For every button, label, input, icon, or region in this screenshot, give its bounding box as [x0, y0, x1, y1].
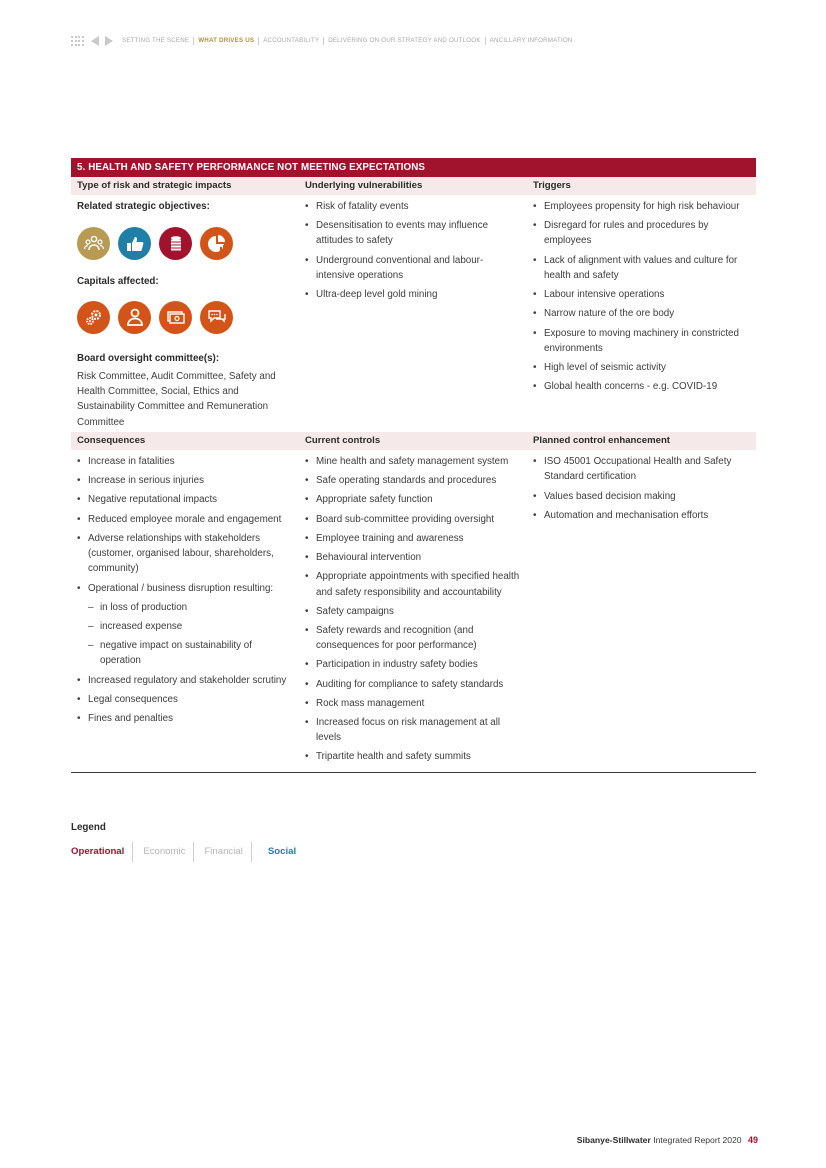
- list-item: • Board sub-committee providing oversight: [305, 512, 521, 527]
- list-item: • Risk of fatality events: [305, 199, 521, 214]
- list-item: • Increased focus on risk management at all levels: [305, 715, 521, 746]
- risk-impacts-cell: [71, 195, 299, 432]
- list-item: • Auditing for compliance to safety standards: [305, 677, 521, 692]
- vulnerabilities-cell: [299, 195, 527, 432]
- list-item: • Increased regulatory and stakeholder scrutiny: [77, 673, 293, 688]
- thumbs-up-icon: [118, 227, 151, 260]
- table-header-top: [71, 177, 756, 195]
- triggers-list: [533, 199, 750, 395]
- legend-operational: Operational: [71, 846, 125, 857]
- arrow-right-icon[interactable]: [105, 36, 113, 46]
- people-group-icon: [77, 227, 110, 260]
- list-item: • Employees propensity for high risk behaviour: [533, 199, 750, 214]
- controls-list: [305, 454, 521, 765]
- list-item: • Disregard for rules and procedures by employees: [533, 218, 750, 249]
- list-item: • Appropriate appointments with specified health and safety responsibility and accountability: [305, 569, 521, 600]
- header-current-controls: Current controls: [305, 435, 381, 447]
- page-number: 49: [747, 1135, 758, 1145]
- legend-divider: [132, 842, 133, 862]
- header-triggers: Triggers: [533, 180, 571, 191]
- list-item: • Safety campaigns: [305, 604, 521, 619]
- table-row-top: [71, 195, 756, 432]
- list-item: • Ultra-deep level gold mining: [305, 287, 521, 302]
- capitals-icons: [77, 301, 293, 334]
- footer-brand: Sibanye-Stillwater: [576, 1135, 651, 1145]
- list-item: – increased expense: [77, 619, 293, 634]
- list-item: • Legal consequences: [77, 692, 293, 707]
- person-icon: [118, 301, 151, 334]
- list-item: – negative impact on sustainability of operation: [77, 638, 293, 669]
- coins-icon: [159, 227, 192, 260]
- list-item: • Rock mass management: [305, 696, 521, 711]
- header-risk-type: Type of risk and strategic impacts: [77, 180, 232, 191]
- legend-title: Legend: [71, 822, 106, 833]
- legend: [71, 822, 296, 862]
- list-item: • Participation in industry safety bodies: [305, 657, 521, 672]
- enhancements-list: [533, 454, 750, 523]
- triggers-cell: [527, 195, 756, 432]
- strategic-objectives-label: Related strategic objectives:: [77, 201, 210, 212]
- list-item: • Increase in fatalities: [77, 454, 293, 469]
- enhancements-cell: [527, 450, 756, 771]
- legend-divider: [251, 842, 252, 862]
- list-item: • High level of seismic activity: [533, 360, 750, 375]
- list-item: • ISO 45001 Occupational Health and Safety Standard certification: [533, 454, 750, 485]
- page-footer: [577, 1135, 758, 1145]
- speech-bubbles-icon: [200, 301, 233, 334]
- list-item: • Automation and mechanisation efforts: [533, 508, 750, 523]
- legend-financial: Financial: [204, 846, 243, 857]
- consequences-list: [77, 454, 293, 726]
- capitals-affected-label: Capitals affected:: [77, 276, 159, 288]
- list-item: • Values based decision making: [533, 489, 750, 504]
- section-nav: [122, 37, 577, 45]
- arrow-left-icon[interactable]: [91, 36, 99, 46]
- nav-item-what-drives-us[interactable]: WHAT DRIVES US: [193, 37, 258, 45]
- list-item: • Exposure to moving machinery in constricted environments: [533, 326, 750, 357]
- list-item: – in loss of production: [77, 600, 293, 615]
- strategic-objectives-icons: [77, 227, 293, 260]
- list-item: • Narrow nature of the ore body: [533, 306, 750, 321]
- consequences-cell: [71, 450, 299, 771]
- list-item: • Underground conventional and labour-intensive operations: [305, 253, 521, 284]
- legend-economic: Economic: [143, 846, 186, 857]
- list-item: • Appropriate safety function: [305, 492, 521, 507]
- legend-divider: [193, 842, 194, 862]
- banknotes-icon: [159, 301, 192, 334]
- risk-table: [71, 158, 756, 773]
- controls-cell: [299, 450, 527, 771]
- legend-social: Social: [267, 846, 297, 857]
- top-navigation: [71, 34, 577, 48]
- nav-item-ancillary-information[interactable]: ANCILLARY INFORMATION: [485, 37, 577, 45]
- pie-chart-icon: [200, 227, 233, 260]
- nav-item-setting-the-scene[interactable]: SETTING THE SCENE: [122, 37, 190, 44]
- vulnerabilities-list: [305, 199, 521, 302]
- gears-icon: [77, 301, 110, 334]
- footer-report-title: Integrated Report 2020: [653, 1135, 742, 1145]
- nav-item-accountability[interactable]: ACCOUNTABILITY: [258, 37, 323, 45]
- list-item: • Safe operating standards and procedures: [305, 473, 521, 488]
- board-oversight-label: Board oversight committee(s):: [77, 352, 220, 364]
- list-item: • Employee training and awareness: [305, 531, 521, 546]
- list-item: • Negative reputational impacts: [77, 492, 293, 507]
- header-vulnerabilities: Underlying vulnerabilities: [305, 180, 423, 191]
- list-item: • Safety rewards and recognition (and consequences for poor performance): [305, 623, 521, 654]
- board-oversight-text: Risk Committee, Audit Committee, Safety and Health Committee, Social, Ethics and Sustainability Committee and Remuneration Committee: [77, 370, 276, 428]
- list-item: • Fines and penalties: [77, 711, 293, 726]
- list-item: • Labour intensive operations: [533, 287, 750, 302]
- table-row-bottom: [71, 450, 756, 771]
- table-bottom-rule: [71, 772, 756, 773]
- list-item: • Increase in serious injuries: [77, 473, 293, 488]
- risk-title-banner: 5. HEALTH AND SAFETY PERFORMANCE NOT MEETING EXPECTATIONS: [71, 158, 756, 177]
- grid-icon[interactable]: [71, 36, 84, 47]
- list-item: • Mine health and safety management system: [305, 454, 521, 469]
- header-consequences: Consequences: [77, 435, 146, 447]
- header-planned-enhancement: Planned control enhancement: [533, 435, 671, 447]
- table-header-bottom: [71, 432, 756, 450]
- list-item: • Desensitisation to events may influence attitudes to safety: [305, 218, 521, 249]
- list-item: • Global health concerns - e.g. COVID-19: [533, 379, 750, 394]
- list-item: • Tripartite health and safety summits: [305, 749, 521, 764]
- list-item: • Operational / business disruption resulting:: [77, 581, 293, 596]
- list-item: • Reduced employee morale and engagement: [77, 512, 293, 527]
- nav-item-delivering-strategy[interactable]: DELIVERING ON OUR STRATEGY AND OUTLOOK: [323, 37, 484, 45]
- list-item: • Behavioural intervention: [305, 550, 521, 565]
- list-item: • Lack of alignment with values and culture for health and safety: [533, 253, 750, 284]
- legend-items: [71, 842, 296, 862]
- list-item: • Adverse relationships with stakeholders (customer, organised labour, shareholders, community): [77, 531, 293, 577]
